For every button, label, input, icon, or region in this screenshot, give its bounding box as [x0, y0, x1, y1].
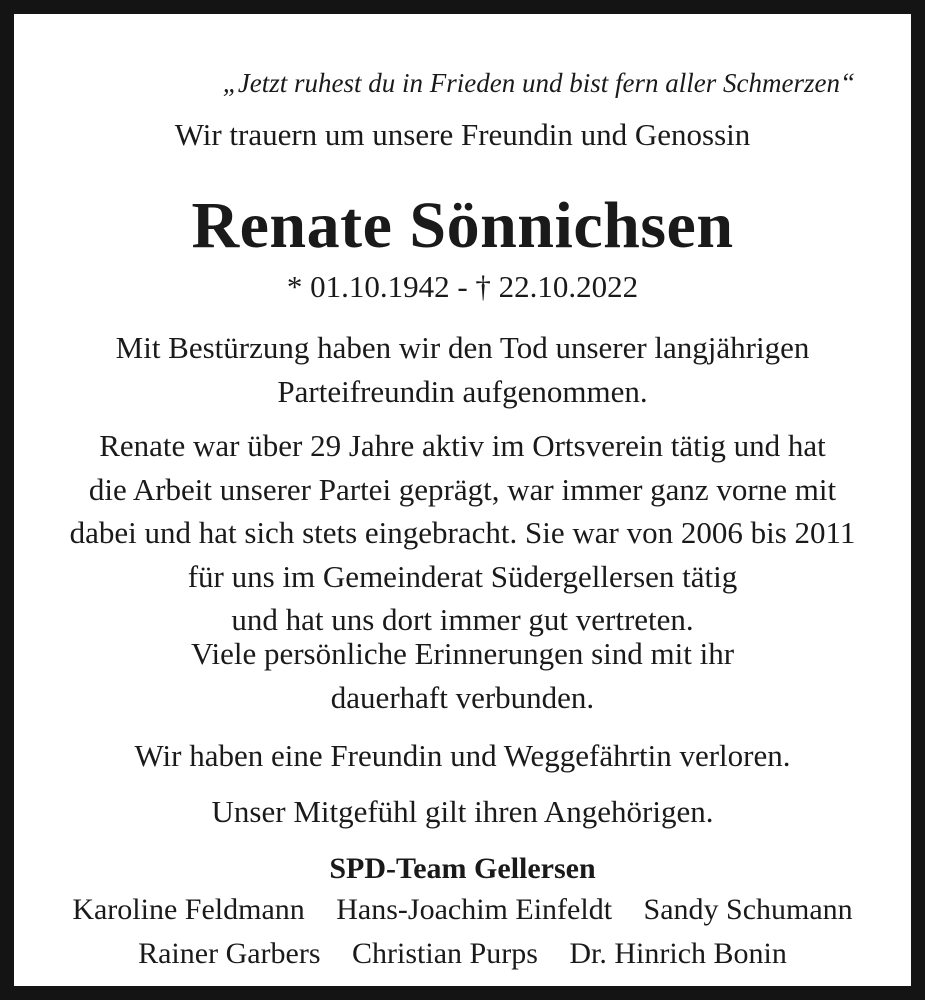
paragraph-loss	[28, 734, 897, 778]
signatory-name: Rainer Garbers	[138, 937, 321, 970]
signatory-name: Dr. Hinrich Bonin	[569, 937, 787, 970]
signature-names-row-2	[28, 934, 897, 974]
signatory-name: Karoline Feldmann	[72, 893, 305, 926]
paragraph-condolence	[28, 326, 897, 413]
text-line: Renate war über 29 Jahre aktiv im Ortsverein tätig und hat	[99, 428, 826, 463]
signature-team: SPD-Team Gellersen	[329, 852, 596, 885]
paragraph-sympathy	[28, 790, 897, 834]
text-line: dauerhaft verbunden.	[330, 679, 595, 715]
intro-line: Wir trauern um unsere Freundin und Genossin	[174, 117, 751, 152]
paragraph-memories	[28, 632, 897, 719]
text-line: Viele persönliche Erinnerungen sind mit ihr	[190, 636, 735, 671]
life-dates: * 01.10.1942 - † 22.10.2022	[286, 269, 639, 304]
text-line: dabei und hat sich stets eingebracht. Sie war von 2006 bis 2011	[69, 515, 856, 550]
text-line: für uns im Gemeinderat Südergellersen tätig	[187, 558, 738, 594]
text-line: Wir haben eine Freundin und Weggefährtin verloren.	[134, 738, 791, 773]
epitaph-quote: „Jetzt ruhest du in Frieden und bist fern aller Schmerzen“	[222, 68, 855, 98]
text-line: die Arbeit unserer Partei geprägt, war immer ganz vorne mit	[88, 471, 837, 507]
text-line: Parteifreundin aufgenommen.	[277, 373, 648, 409]
deceased-name: Renate Sönnichsen	[191, 189, 734, 262]
text-line: Unser Mitgefühl gilt ihren Angehörigen.	[211, 794, 714, 829]
signature-names-row-1	[28, 890, 897, 930]
signatory-name: Christian Purps	[352, 937, 538, 970]
text-line: und hat uns dort immer gut vertreten.	[231, 602, 694, 637]
obituary-content	[28, 28, 897, 972]
signatory-name: Hans-Joachim Einfeldt	[336, 893, 613, 926]
signatory-name: Sandy Schumann	[643, 893, 853, 926]
paragraph-biography	[28, 424, 897, 642]
text-line: Mit Bestürzung haben wir den Tod unserer langjährigen	[115, 330, 810, 365]
